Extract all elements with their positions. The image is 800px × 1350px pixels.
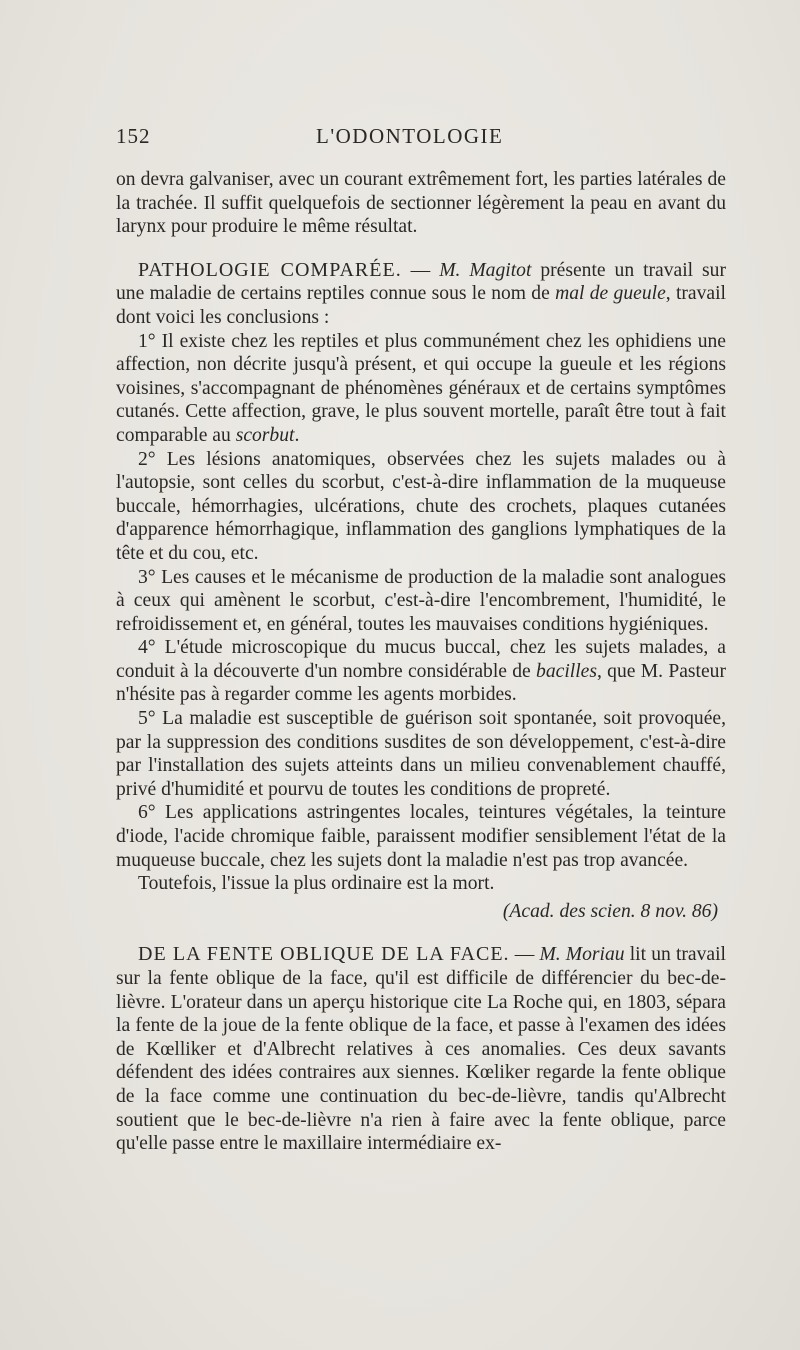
paragraph-continuation: on devra galvaniser, avec un courant extrêmement fort, les parties latérales de la trachée. Il suffit quelquefois de sectionner légèrement la peau en avant du larynx pour produire le même résultat. bbox=[116, 169, 726, 238]
scorbut-term: scorbut bbox=[235, 424, 295, 446]
conclusion-4-text: 4° L'étude microscopique du mucus buccal, chez les sujets malades, a conduit à la découverte d'un nombre considérable de bbox=[116, 637, 726, 682]
dash-2: — bbox=[509, 944, 540, 966]
conclusion-6: 6° Les applications astringentes locales, teintures végétales, la teinture d'iode, l'acide chromique faible, paraissent modifier sensiblement l'état de la muqueuse buccale, chez les sujets dont la maladie n'est pas trop avancée. bbox=[116, 802, 726, 871]
conclusion-2: 2° Les lésions anatomiques, observées chez les sujets malades ou à l'autopsie, sont celles du scorbut, c'est-à-dire inflammation de la muqueuse buccale, hémorrhagies, ulcérations, chute des crochets, plaques cutanées d'apparence hémorrhagique, inflammation des ganglions lymphatiques de la tête et du cou, etc. bbox=[116, 448, 726, 564]
conclusion-5: 5° La maladie est susceptible de guérison soit spontanée, soit provoquée, par la suppression des conditions susdites de son développement, c'est-à-dire par l'installation des sujets atteints dans un milieu convenablement chauffé, privé d'humidité et pourvu de toutes les conditions de propreté. bbox=[116, 708, 726, 800]
running-title: L'ODONTOLOGIE bbox=[316, 124, 504, 148]
period: . bbox=[294, 424, 300, 446]
section-pathologie-comparee bbox=[116, 259, 726, 330]
conclusion-final: Toutefois, l'issue la plus ordinaire est la mort. bbox=[138, 873, 495, 895]
author-name: M. Magitot bbox=[439, 259, 532, 281]
section-2-text: lit un travail sur la fente oblique de la face, qu'il est difficile de différencier du bec-de-lièvre. L'orateur dans un aperçu historique cite La Roche qui, en 1803, sépara la fente de la joue de la fente oblique de la face, et passe à l'examen des idées de Kœlliker et d'Albrecht relatives à ces anomalies. Ces deux savants défendent des idées contraires aux siennes. Kœliker regarde la fente oblique de la face comme une continuation du bec-de-lièvre, tandis qu'Albrecht soutient que le bec-de-lièvre n'a rien à faire avec la fente oblique, parce qu'elle passe entre le maxillaire intermédiaire ex- bbox=[116, 944, 727, 1155]
page-number: 152 bbox=[116, 124, 151, 148]
conclusion-4-end: , que M. Pasteur n'hésite pas à regarder comme les agents morbides. bbox=[116, 660, 726, 706]
disease-name: mal de gueule bbox=[555, 283, 666, 305]
conclusion-4 bbox=[116, 636, 726, 707]
source-citation: (Acad. des scien. 8 nov. 86) bbox=[502, 900, 718, 922]
section-lead-end: , travail dont voici les conclusions : bbox=[116, 283, 726, 328]
section-fente-oblique bbox=[116, 943, 726, 1155]
section-title: PATHOLOGIE COMPARÉE. bbox=[138, 258, 402, 281]
page-body bbox=[116, 168, 726, 1156]
conclusion-1-text: 1° Il existe chez les reptiles et plus communément chez les ophidiens une affection, non décrite jusqu'à présent, et qui occupe la gueule et les régions voisines, s'accompagnant de phénomènes généraux et de certains symptômes cutanés. Cette affection, grave, le plus souvent mortelle, paraît être tout à fait comparable au bbox=[116, 330, 726, 446]
bacilles-term: bacilles bbox=[536, 660, 597, 682]
dash: — bbox=[401, 259, 440, 281]
section-lead: présente un travail sur une maladie de certains reptiles connue sous le nom de bbox=[116, 259, 726, 305]
author-name-2: M. Moriau bbox=[539, 944, 625, 966]
section-title-2: DE LA FENTE OBLIQUE DE LA FACE. bbox=[138, 943, 510, 966]
conclusion-3: 3° Les causes et le mécanisme de production de la maladie sont analogues à ceux qui amènent le scorbut, c'est-à-dire l'encombrement, l'humidité, le refroidissement et, en général, toutes les mauvaises conditions hygiéniques. bbox=[116, 566, 726, 635]
conclusion-1 bbox=[116, 330, 726, 448]
